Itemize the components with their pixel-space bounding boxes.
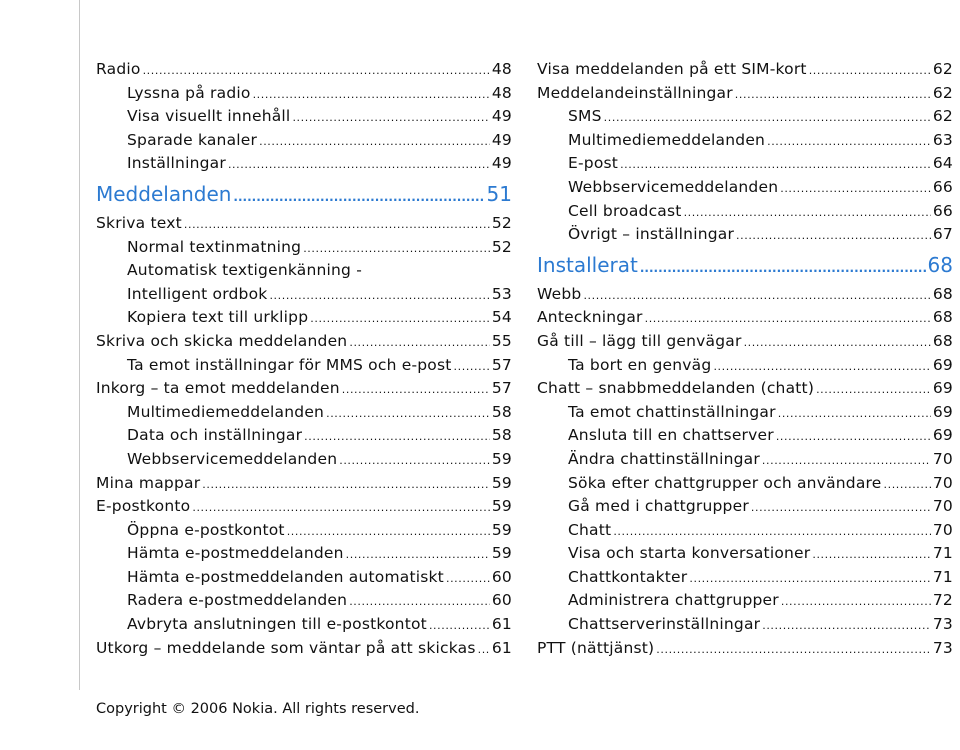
toc-entry-data-och-installningar[interactable]: [96, 424, 512, 448]
copyright-footer: Copyright © 2006 Nokia. All rights reserved.: [96, 701, 420, 717]
toc-entry-label: Meddelandeinställningar: [537, 83, 733, 102]
toc-page-number: 72: [932, 591, 953, 610]
toc-page-number: 63: [932, 130, 953, 149]
toc-page-number: 54: [491, 308, 512, 327]
toc-entry-label: Kopiera text till urklipp: [127, 308, 309, 327]
toc-entry-label: Intelligent ordbok: [127, 284, 268, 303]
toc-page-number: 62: [932, 60, 953, 78]
toc-entry-automatisk-textigenkanning[interactable]: [96, 259, 512, 283]
toc-entry-webb[interactable]: [537, 283, 953, 307]
toc-page-number: 57: [491, 355, 512, 374]
dot-leader: [233, 176, 484, 212]
toc-entry-label: Data och inställningar: [127, 426, 303, 445]
toc-entry-sms[interactable]: [537, 105, 953, 129]
toc-page-number: 64: [932, 154, 953, 173]
toc-entry-label: Söka efter chattgrupper och användare: [568, 473, 882, 492]
toc-page-number: 70: [932, 449, 953, 468]
toc-entry-lyssna-pa-radio[interactable]: [96, 82, 512, 106]
toc-entry-label: Anteckningar: [537, 308, 643, 327]
toc-entry-mina-mappar[interactable]: [96, 472, 512, 496]
dot-leader: [287, 519, 490, 543]
toc-entry-label: Skriva och skicka meddelanden: [96, 331, 348, 350]
toc-page-number: 58: [491, 426, 512, 445]
toc-entry-label: Hämta e-postmeddelanden: [127, 544, 344, 563]
toc-page-number: 68: [927, 252, 953, 277]
toc-page-number: 51: [486, 181, 512, 206]
dot-leader: [604, 105, 931, 129]
toc-entry-ptt-nattjanst[interactable]: [537, 637, 953, 661]
dot-leader: [184, 212, 490, 236]
toc-entry-label: Lyssna på radio: [127, 83, 251, 102]
toc-entry-visa-och-starta-konversationer[interactable]: [537, 542, 953, 566]
toc-page-number: 59: [491, 473, 512, 492]
toc-page-number: 59: [491, 520, 512, 539]
toc-entry-label: Avbryta anslutningen till e-postkontot: [127, 615, 427, 634]
toc-page-number: 73: [932, 615, 953, 634]
toc-page-number: 69: [932, 402, 953, 421]
toc-entry-label: Webbservicemeddelanden: [127, 449, 338, 468]
dot-leader: [762, 448, 931, 472]
toc-entry-multimediemeddelanden[interactable]: [96, 401, 512, 425]
toc-entry-label: Mina mappar: [96, 473, 201, 492]
toc-page-number: 68: [932, 284, 953, 303]
toc-entry-utkorg-meddelande-som-vantar-pa-att-skickas[interactable]: [96, 637, 512, 661]
toc-page-number: 62: [932, 107, 953, 126]
toc-entry-label: Öppna e-postkontot: [127, 520, 285, 539]
toc-entry-label: Installerat: [537, 252, 638, 277]
toc-entry-e-postkonto[interactable]: [96, 495, 512, 519]
toc-page-number: 69: [932, 426, 953, 445]
toc-entry-label: Hämta e-postmeddelanden automatiskt: [127, 567, 444, 586]
toc-entry-label: Chatt: [568, 520, 612, 539]
toc-entry-label: Multimediemeddelanden: [568, 130, 766, 149]
toc-page-number: 48: [491, 60, 512, 78]
dot-leader: [656, 637, 931, 661]
dot-leader: [767, 129, 931, 153]
toc-entry-ansluta-till-en-chattserver[interactable]: [537, 424, 953, 448]
toc-entry-ga-till-lagg-till-genvagar[interactable]: [537, 330, 953, 354]
toc-page-number: 58: [491, 402, 512, 421]
toc-entry-chattserverinstallningar[interactable]: [537, 613, 953, 637]
dot-leader: [228, 152, 490, 176]
toc-page-number: 52: [491, 237, 512, 256]
dot-leader: [736, 223, 931, 247]
dot-leader: [253, 82, 490, 106]
dot-leader: [583, 283, 930, 307]
dot-leader: [446, 566, 490, 590]
toc-entry-anteckningar[interactable]: [537, 306, 953, 330]
toc-entry-label: Ta emot inställningar för MMS och e-post: [127, 355, 452, 374]
toc-entry-label: PTT (nättjänst): [537, 638, 655, 657]
toc-page-number: 71: [932, 544, 953, 563]
toc-page-number: 67: [932, 225, 953, 244]
toc-entry-sparade-kanaler[interactable]: [96, 129, 512, 153]
dot-leader: [884, 472, 931, 496]
toc-entry-ta-emot-chattinstallningar[interactable]: [537, 401, 953, 425]
toc-page-number: 73: [932, 638, 953, 657]
toc-entry-label: Chattserverinställningar: [568, 615, 761, 634]
toc-page-number: 68: [932, 308, 953, 327]
dot-leader: [339, 448, 490, 472]
toc-entry-label: Webbservicemeddelanden: [568, 177, 779, 196]
dot-leader: [304, 424, 490, 448]
dot-leader: [809, 58, 931, 82]
toc-entry-label: Gå med i chattgrupper: [568, 497, 749, 516]
dot-leader: [762, 613, 931, 637]
toc-page-number: 57: [491, 379, 512, 398]
toc-entry-oppna-e-postkontot[interactable]: [96, 519, 512, 543]
toc-entry-label: Multimediemeddelanden: [127, 402, 325, 421]
toc-page-number: 59: [491, 449, 512, 468]
toc-page-number: 49: [491, 107, 512, 126]
toc-entry-ga-med-i-chattgrupper[interactable]: [537, 495, 953, 519]
dot-leader: [640, 247, 926, 283]
toc-entry-chattkontakter[interactable]: [537, 566, 953, 590]
toc-entry-multimediemeddelanden[interactable]: [537, 129, 953, 153]
toc-entry-webbservicemeddelanden[interactable]: [537, 176, 953, 200]
dot-leader: [292, 105, 489, 129]
toc-page-number: 66: [932, 177, 953, 196]
toc-entry-e-post[interactable]: [537, 152, 953, 176]
dot-leader: [259, 129, 490, 153]
dot-leader: [781, 589, 931, 613]
dot-leader: [812, 542, 931, 566]
toc-page-number: 49: [491, 130, 512, 149]
toc-entry-label: E-postkonto: [96, 497, 191, 516]
dot-leader: [684, 200, 931, 224]
dot-leader: [735, 82, 931, 106]
dot-leader: [342, 377, 490, 401]
toc-entry-radera-e-postmeddelanden[interactable]: [96, 589, 512, 613]
toc-page-number: 68: [932, 331, 953, 350]
toc-entry-ta-emot-installningar-for-mms-och-e-post[interactable]: [96, 354, 512, 378]
toc-entry-label: Utkorg – meddelande som väntar på att skickas: [96, 638, 476, 657]
toc-entry-label: Visa meddelanden på ett SIM-kort: [537, 60, 807, 78]
dot-leader: [776, 424, 931, 448]
toc-entry-andra-chattinstallningar[interactable]: [537, 448, 953, 472]
dot-leader: [744, 330, 931, 354]
toc-entry-visa-visuellt-innehall[interactable]: [96, 105, 512, 129]
toc-page-number: 59: [491, 497, 512, 516]
dot-leader: [192, 495, 490, 519]
margin-rule: [79, 0, 80, 690]
dot-leader: [645, 306, 931, 330]
toc-entry-intelligent-ordbok[interactable]: [96, 283, 512, 307]
toc-entry-label: Meddelanden: [96, 181, 232, 206]
dot-leader: [816, 377, 931, 401]
toc-entry-cell-broadcast[interactable]: [537, 200, 953, 224]
dot-leader: [310, 306, 490, 330]
toc-entry-label: Ändra chattinställningar: [568, 449, 760, 468]
toc-entry-label: Ansluta till en chattserver: [568, 426, 774, 445]
toc-page-number: 60: [491, 591, 512, 610]
dot-leader: [143, 58, 490, 82]
dot-leader: [454, 354, 490, 378]
toc-entry-avbryta-anslutningen-till-e-postkontot[interactable]: [96, 613, 512, 637]
toc-entry-label: Automatisk textigenkänning -: [127, 261, 362, 280]
toc-entry-label: Chattkontakter: [568, 567, 688, 586]
toc-entry-meddelandeinstallningar[interactable]: [537, 82, 953, 106]
dot-leader: [689, 566, 931, 590]
toc-entry-label: E-post: [568, 154, 619, 173]
toc-entry-label: Ta bort en genväg: [568, 355, 712, 374]
toc-entry-inkorg-ta-emot-meddelanden[interactable]: [96, 377, 512, 401]
toc-page-number: 59: [491, 544, 512, 563]
toc-page-number: 60: [491, 567, 512, 586]
toc-entry-label: Visa visuellt innehåll: [127, 107, 291, 126]
toc-entry-label: Normal textinmatning: [127, 237, 302, 256]
dot-leader: [202, 472, 490, 496]
toc-section-installerat[interactable]: [537, 247, 953, 283]
toc-entry-hamta-e-postmeddelanden-automatiskt[interactable]: [96, 566, 512, 590]
toc-page-number: 61: [491, 638, 512, 657]
toc-entry-webbservicemeddelanden[interactable]: [96, 448, 512, 472]
toc-entry-visa-meddelanden-pa-ett-sim-kort[interactable]: [537, 58, 953, 82]
toc-entry-label: Sparade kanaler: [127, 130, 258, 149]
toc-entry-radio[interactable]: [96, 58, 512, 82]
toc-page-number: 55: [491, 331, 512, 350]
toc-entry-ta-bort-en-genvag[interactable]: [537, 354, 953, 378]
toc-page-number: 70: [932, 473, 953, 492]
dot-leader: [349, 589, 490, 613]
toc-entry-label: Webb: [537, 284, 582, 303]
toc-page-number: 49: [491, 154, 512, 173]
toc-page-number: 52: [491, 213, 512, 232]
toc-page-number: 69: [932, 355, 953, 374]
dot-leader: [713, 354, 930, 378]
toc-entry-label: Radio: [96, 60, 141, 78]
toc-entry-kopiera-text-till-urklipp[interactable]: [96, 306, 512, 330]
toc-entry-administrera-chattgrupper[interactable]: [537, 589, 953, 613]
toc-page-number: 69: [932, 379, 953, 398]
dot-leader: [751, 495, 931, 519]
toc-entry-label: SMS: [568, 107, 602, 126]
toc-entry-label: Chatt – snabbmeddelanden (chatt): [537, 379, 815, 398]
dot-leader: [620, 152, 931, 176]
toc-entry-label: Cell broadcast: [568, 201, 682, 220]
toc-column-left: [96, 58, 512, 660]
toc-entry-chatt-snabbmeddelanden-chatt[interactable]: [537, 377, 953, 401]
toc-entry-label: Övrigt – inställningar: [568, 225, 735, 244]
toc-entry-label: Inställningar: [127, 154, 226, 173]
toc-entry-label: Radera e-postmeddelanden: [127, 591, 348, 610]
dot-leader: [326, 401, 490, 425]
dot-leader: [478, 637, 490, 661]
dot-leader: [780, 176, 931, 200]
toc-page-number: 70: [932, 497, 953, 516]
toc-entry-label: Administrera chattgrupper: [568, 591, 779, 610]
toc-entry-label: Skriva text: [96, 213, 182, 232]
dot-leader: [346, 542, 490, 566]
toc-column-right: [537, 58, 953, 660]
toc-entry-skriva-och-skicka-meddelanden[interactable]: [96, 330, 512, 354]
dot-leader: [613, 519, 931, 543]
toc-entry-hamta-e-postmeddelanden[interactable]: [96, 542, 512, 566]
dot-leader: [303, 236, 490, 260]
toc-page-number: 48: [491, 83, 512, 102]
toc-entry-label: Gå till – lägg till genvägar: [537, 331, 742, 350]
toc-page-number: 71: [932, 567, 953, 586]
dot-leader: [349, 330, 490, 354]
toc-page-number: 70: [932, 520, 953, 539]
toc-entry-normal-textinmatning[interactable]: [96, 236, 512, 260]
toc-entry-chatt[interactable]: [537, 519, 953, 543]
dot-leader: [778, 401, 931, 425]
toc-entry-ovrigt-installningar[interactable]: [537, 223, 953, 247]
dot-leader: [269, 283, 489, 307]
toc-section-meddelanden[interactable]: [96, 176, 512, 212]
toc-entry-soka-efter-chattgrupper-och-anvandare[interactable]: [537, 472, 953, 496]
toc-page-number: 62: [932, 83, 953, 102]
toc-page-number: 61: [491, 615, 512, 634]
dot-leader: [429, 613, 490, 637]
toc-entry-label: Visa och starta konversationer: [568, 544, 811, 563]
toc-page-number: 66: [932, 201, 953, 220]
toc-entry-installningar[interactable]: [96, 152, 512, 176]
toc-entry-skriva-text[interactable]: [96, 212, 512, 236]
toc-entry-label: Ta emot chattinställningar: [568, 402, 776, 421]
toc-entry-label: Inkorg – ta emot meddelanden: [96, 379, 340, 398]
toc-page-number: 53: [491, 284, 512, 303]
